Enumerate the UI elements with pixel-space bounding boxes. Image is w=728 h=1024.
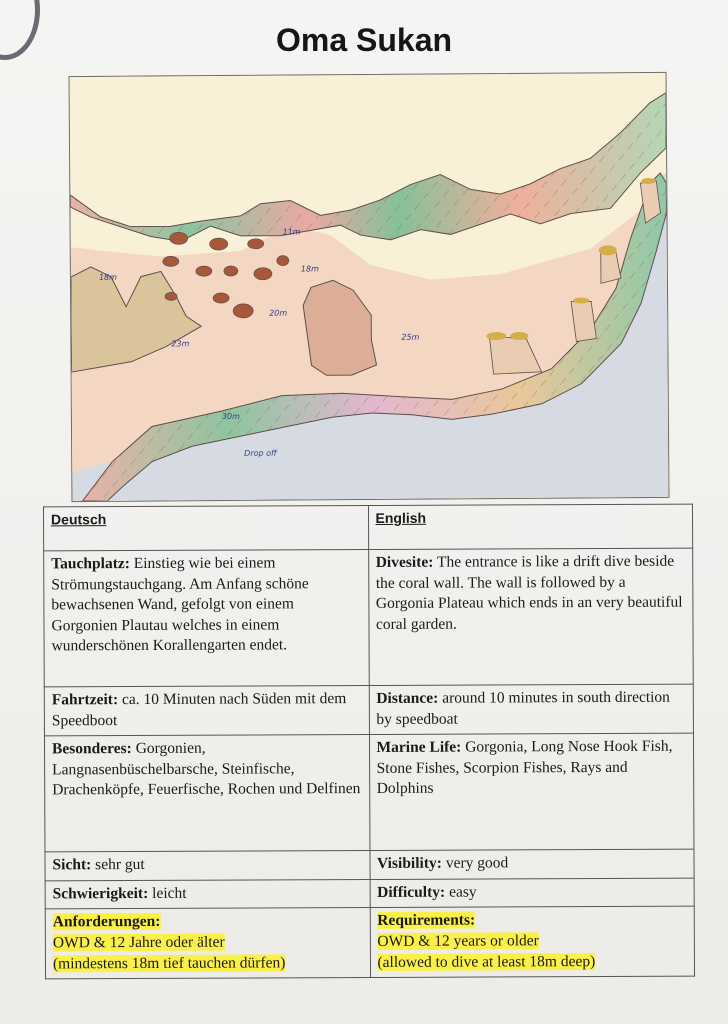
text-fahrtzeit: ca. 10 Minuten nach Süden mit dem Speedboot bbox=[51, 690, 347, 729]
cell-sicht bbox=[45, 851, 370, 881]
header-deutsch bbox=[43, 506, 368, 551]
text-anforderungen-line1: OWD & 12 Jahre oder älter bbox=[52, 933, 225, 952]
cell-marine-life bbox=[369, 733, 694, 850]
table-row-marine-life bbox=[44, 733, 694, 852]
depth-label-18m-left: 18m bbox=[98, 272, 117, 282]
map-drawing bbox=[70, 73, 669, 501]
cell-divesite bbox=[368, 548, 693, 685]
cell-distance bbox=[369, 684, 694, 735]
label-fahrtzeit: Fahrtzeit: bbox=[51, 691, 119, 709]
drop-off-label: Drop off bbox=[244, 448, 277, 458]
cell-schwierigkeit bbox=[45, 879, 370, 909]
depth-label-25m: 25m bbox=[401, 332, 420, 342]
dive-site-map bbox=[69, 72, 670, 502]
text-tauchplatz: Einstieg wie bei einem Strömungstauchgang. Am Anfang schöne bewachsenen Wand, gefolgt von einem Gorgonien Plautau welches in einem wunderschönen Korallengarten endet. bbox=[51, 554, 309, 655]
label-sicht: Sicht: bbox=[52, 856, 92, 874]
label-besonderes: Besonderes: bbox=[51, 740, 132, 758]
depth-label-11m: 11m bbox=[282, 227, 301, 237]
text-anforderungen-line2: (mindestens 18m tief tauchen dürfen) bbox=[52, 954, 286, 973]
table-row-divesite bbox=[44, 548, 694, 687]
page-title: Oma Sukan bbox=[275, 22, 453, 58]
label-distance: Distance: bbox=[376, 689, 439, 707]
table-header-row bbox=[43, 504, 692, 551]
depth-label-30m: 30m bbox=[221, 411, 240, 422]
text-difficulty: easy bbox=[445, 883, 477, 901]
cell-difficulty bbox=[370, 878, 695, 908]
label-difficulty: Difficulty: bbox=[377, 883, 446, 901]
cell-fahrtzeit bbox=[44, 686, 369, 737]
text-visibility: very good bbox=[441, 854, 509, 872]
header-deutsch-label: Deutsch bbox=[50, 511, 107, 528]
depth-label-18m-right: 18m bbox=[300, 264, 319, 274]
cell-anforderungen bbox=[45, 908, 370, 979]
cell-tauchplatz bbox=[44, 550, 369, 687]
label-visibility: Visibility: bbox=[376, 854, 442, 873]
label-tauchplatz: Tauchplatz: bbox=[51, 555, 130, 573]
text-divesite: The entrance is like a drift dive beside the coral wall. The wall is followed by a Gorgonia Plateau which ends in an very beautiful coral garden. bbox=[375, 552, 683, 633]
text-sicht: sehr gut bbox=[91, 856, 145, 874]
text-schwierigkeit: leicht bbox=[148, 884, 187, 902]
label-marine-life: Marine Life: bbox=[376, 738, 462, 757]
table-row-difficulty bbox=[45, 878, 694, 909]
text-distance: around 10 minutes in south direction by speedboat bbox=[376, 688, 670, 728]
label-anforderungen: Anforderungen: bbox=[52, 913, 161, 931]
depth-label-20m: 20m bbox=[269, 308, 288, 318]
text-marine-life: Gorgonia, Long Nose Hook Fish, Stone Fishes, Scorpion Fishes, Rays and Dolphins bbox=[376, 737, 673, 798]
cell-requirements bbox=[370, 907, 695, 978]
table-row-distance bbox=[44, 684, 693, 736]
label-divesite: Divesite: bbox=[375, 553, 434, 571]
dive-info-table bbox=[43, 504, 695, 980]
text-requirements-line2: (allowed to dive at least 18m deep) bbox=[377, 952, 596, 971]
table-row-visibility bbox=[45, 849, 694, 880]
text-besonderes: Gorgonien, Langnasenbüschelbarsche, Steinfische, Drachenköpfe, Feuerfische, Rochen und Delfinen bbox=[52, 739, 361, 799]
depth-label-23m: 23m bbox=[171, 339, 190, 349]
table-row-requirements bbox=[45, 907, 694, 980]
label-requirements: Requirements: bbox=[377, 911, 476, 930]
text-requirements-line1: OWD & 12 years or older bbox=[377, 932, 539, 951]
header-english bbox=[368, 504, 693, 549]
label-schwierigkeit: Schwierigkeit: bbox=[52, 884, 149, 903]
header-english-label: English bbox=[375, 509, 427, 526]
cell-besonderes bbox=[44, 735, 369, 852]
cell-visibility bbox=[369, 849, 694, 879]
